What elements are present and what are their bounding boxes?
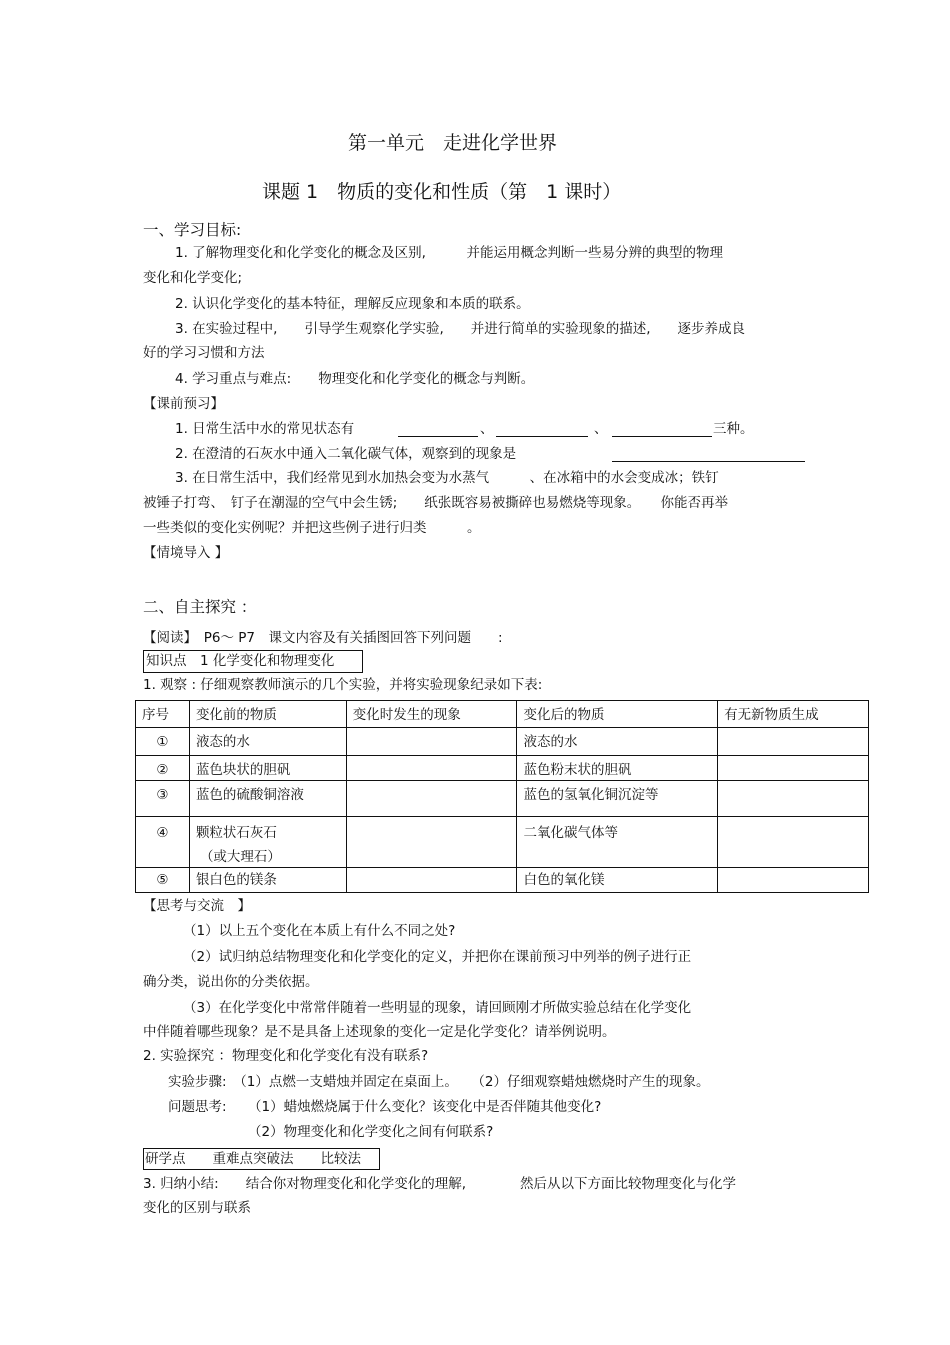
substance-after: 蓝色的氢氧化铜沉淀等 (517, 781, 718, 817)
study-point-box (143, 1148, 380, 1170)
goal-2: 2. 认识化学变化的基本特征，理解反应现象和本质的联系。 (175, 296, 530, 312)
lesson-title: 课题 1 物质的变化和性质（第 1 课时） (262, 181, 622, 203)
separator: 、 (480, 421, 494, 437)
substance-after: 白色的氧化镁 (517, 868, 718, 893)
new-substance-cell[interactable] (718, 781, 869, 817)
row-number: ③ (136, 781, 190, 817)
knowledge-point-box (143, 650, 363, 673)
preview-q3-line-2: 被锤子打弯、 钉子在潮湿的空气中会生锈; 纸张既容易被撕碎也易燃烧等现象。 你能否再举 (143, 495, 729, 511)
phenomenon-cell[interactable] (346, 817, 517, 868)
new-substance-cell[interactable] (718, 817, 869, 868)
blank-line[interactable] (612, 436, 712, 437)
header-cell: 有无新物质生成 (718, 701, 869, 728)
substance-before-note: （或大理石） (199, 849, 281, 865)
row-number: ④ (136, 817, 190, 868)
substance-before-cell (189, 817, 346, 868)
preview-q3-line-3: 一些类似的变化实例呢？并把这些例子进行归类 。 (143, 520, 481, 536)
substance-before: 液态的水 (189, 728, 346, 756)
scenario-heading: 【情境导入 】 (143, 545, 229, 561)
experiment-q1: （1）蜡烛燃烧属于什么变化？该变化中是否伴随其他变化? (248, 1099, 602, 1115)
preview-q1: 1. 日常生活中水的常见状态有 (175, 421, 355, 437)
experiment-steps: 实验步骤: （1）点燃一支蜡烛并固定在桌面上。 （2）仔细观察蜡烛燃烧时产生的现象。 (168, 1074, 710, 1090)
table-row (136, 781, 869, 817)
section-1-heading: 一、学习目标: (143, 221, 242, 239)
blank-line[interactable] (398, 436, 478, 437)
substance-after: 二氧化碳气体等 (517, 817, 718, 868)
substance-after: 液态的水 (517, 728, 718, 756)
observation-intro: 1. 观察 : 仔细观察教师演示的几个实验，并将实验现象纪录如下表: (143, 677, 543, 693)
section-2-heading: 二、自主探究 ： (143, 598, 257, 616)
substance-before: 蓝色块状的胆矾 (189, 756, 346, 781)
study-point-label: 研学点 重难点突破法 比较法 (145, 1151, 361, 1167)
new-substance-cell[interactable] (718, 756, 869, 781)
goal-1-line-2: 变化和化学变化; (143, 270, 243, 286)
think-q1: （1）以上五个变化在本质上有什么不同之处? (183, 923, 456, 939)
row-number: ② (136, 756, 190, 781)
substance-before: 颗粒状石灰石 (195, 825, 277, 841)
unit-title: 第一单元 走进化学世界 (348, 132, 558, 154)
think-q2-line-1: （2）试归纳总结物理变化和化学变化的定义，并把你在课前预习中列举的例子进行正 (183, 949, 692, 965)
goal-3-line-1: 3. 在实验过程中, 引导学生观察化学实验, 并进行简单的实验现象的描述, 逐步养成良 (175, 321, 746, 337)
row-number: ① (136, 728, 190, 756)
new-substance-cell[interactable] (718, 868, 869, 893)
preview-q2: 2. 在澄清的石灰水中通入二氧化碳气体，观察到的现象是 (175, 446, 517, 462)
experiment-heading: 2. 实验探究 ：物理变化和化学变化有没有联系? (143, 1048, 429, 1064)
header-cell: 变化前的物质 (189, 701, 346, 728)
header-cell: 变化时发生的现象 (346, 701, 517, 728)
think-q2-line-2: 确分类，说出你的分类依据。 (143, 974, 319, 990)
phenomenon-cell[interactable] (346, 868, 517, 893)
blank-line[interactable] (612, 461, 805, 462)
substance-before: 银白色的镁条 (189, 868, 346, 893)
summary-line-2: 变化的区别与联系 (143, 1200, 251, 1216)
table-row (136, 728, 869, 756)
phenomenon-cell[interactable] (346, 728, 517, 756)
row-number: ⑤ (136, 868, 190, 893)
header-cell: 序号 (136, 701, 190, 728)
observation-table (135, 700, 869, 893)
preview-q3-line-1: 3. 在日常生活中，我们经常见到水加热会变为水蒸气 、在冰箱中的水会变成冰；铁钉 (175, 470, 719, 486)
new-substance-cell[interactable] (718, 728, 869, 756)
separator: 、 (594, 421, 608, 437)
think-heading: 【思考与交流 】 (143, 898, 251, 914)
goal-1-line-1: 1. 了解物理变化和化学变化的概念及区别, 并能运用概念判断一些易分辨的典型的物理 (175, 245, 723, 261)
phenomenon-cell[interactable] (346, 781, 517, 817)
table-row (136, 817, 869, 868)
header-cell: 变化后的物质 (517, 701, 718, 728)
think-q3-line-2: 中伴随着哪些现象？是不是具备上述现象的变化一定是化学变化？请举例说明。 (143, 1024, 616, 1040)
goal-3-line-2: 好的学习习惯和方法 (143, 345, 265, 361)
substance-before: 蓝色的硫酸铜溶液 (189, 781, 346, 817)
question-label: 问题思考: (168, 1099, 227, 1115)
summary-line-1: 3. 归纳小结: 结合你对物理变化和化学变化的理解, 然后从以下方面比较物理变化与化学 (143, 1176, 737, 1192)
experiment-q2: （2）物理变化和化学变化之间有何联系? (248, 1124, 494, 1140)
substance-after: 蓝色粉末状的胆矾 (517, 756, 718, 781)
knowledge-point-label: 知识点 1 化学变化和物理变化 (146, 653, 335, 669)
table-header-row (136, 701, 869, 728)
preview-heading: 【课前预习】 (143, 396, 224, 412)
think-q3-line-1: （3）在化学变化中常常伴随着一些明显的现象，请回顾刚才所做实验总结在化学变化 (183, 1000, 692, 1016)
phenomenon-cell[interactable] (346, 756, 517, 781)
reading-instruction: 【阅读】 P6～ P7 课文内容及有关插图回答下列问题 : (143, 630, 503, 646)
table-row (136, 756, 869, 781)
table-row (136, 868, 869, 893)
preview-q1-end: 三种。 (713, 421, 754, 437)
goal-4: 4. 学习重点与难点: 物理变化和化学变化的概念与判断。 (175, 371, 535, 387)
blank-line[interactable] (496, 436, 588, 437)
